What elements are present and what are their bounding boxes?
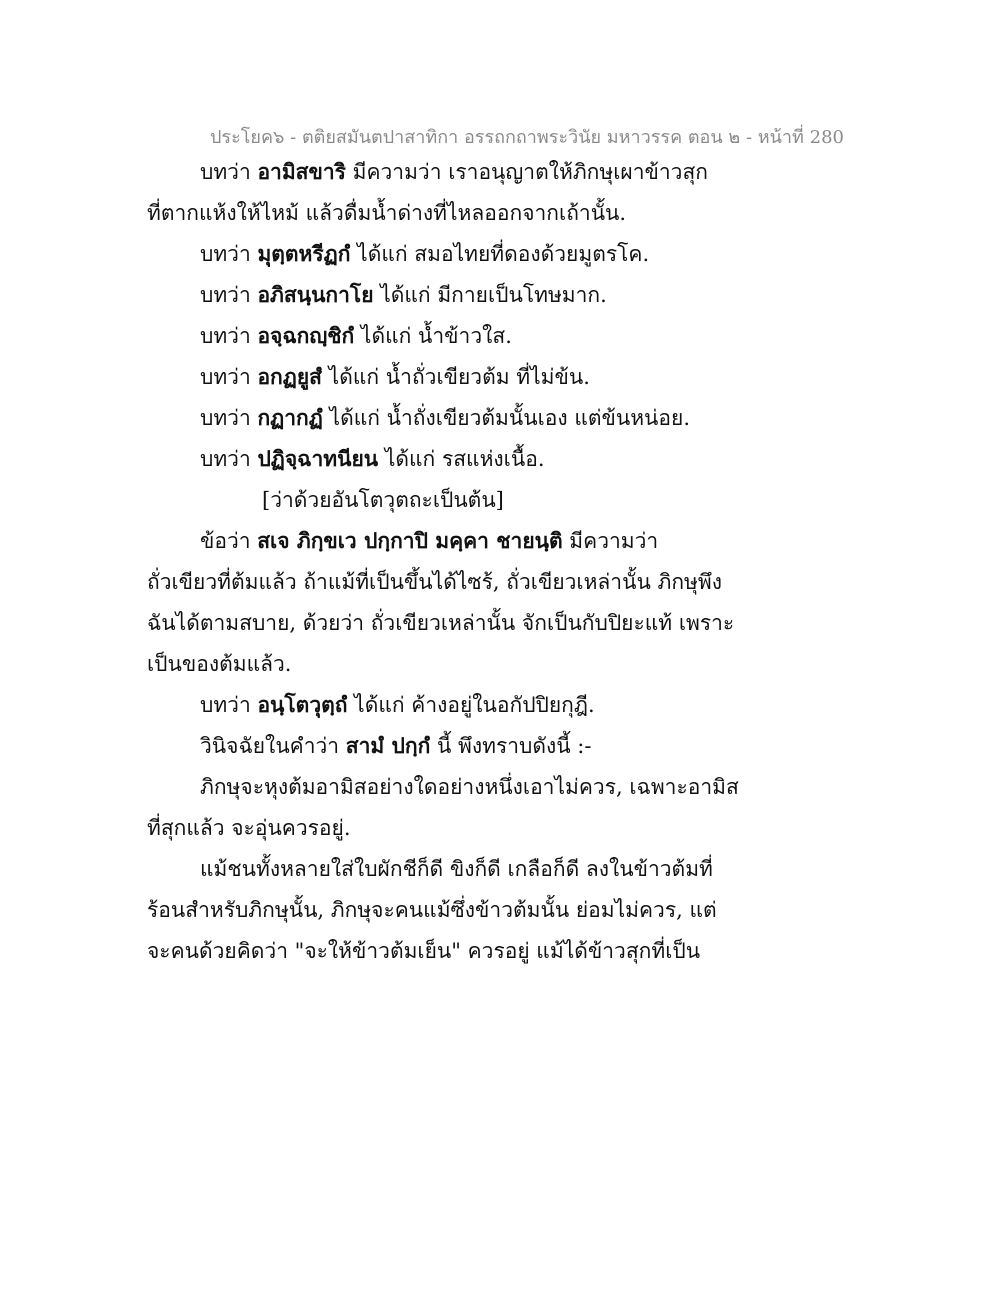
pali-term: สเจ ภิกฺขเว ปกฺกาปิ มคฺคา ชายนฺติ — [257, 528, 563, 553]
pali-term: อามิสขาริ — [257, 159, 346, 184]
pali-term: อกฏยูสํ — [257, 364, 322, 389]
text-line: บทว่า อนฺโตวุตฺถํ ได้แก่ ค้างอยู่ในอกัปปิยกุฎี. — [200, 692, 595, 717]
text-line: บทว่า อจฺฉกญฺชิกํ ได้แก่ น้ำข้าวใส. — [200, 323, 512, 348]
pali-term: ปฏิจฺฉาทนียน — [257, 446, 379, 471]
text-line: ที่ตากแห้งให้ไหม้ แล้วดื่มน้ำด่างที่ไหลออกจากเถ้านั้น. — [147, 201, 627, 225]
text-line: บทว่า ปฏิจฺฉาทนียน ได้แก่ รสแห่งเนื้อ. — [200, 446, 545, 471]
pali-term: อนฺโตวุตฺถํ — [257, 692, 348, 717]
text-line: ที่สุกแล้ว จะอุ่นควรอยู่. — [147, 816, 351, 840]
text-line: บทว่า มุตฺตหรีฏกํ ได้แก่ สมอไทยที่ดองด้วยมูตรโค. — [200, 241, 650, 266]
pali-term: อภิสนฺนกาโย — [257, 282, 374, 307]
pali-term: มุตฺตหรีฏกํ — [257, 241, 351, 266]
pali-term: กฏากฏํ — [257, 405, 323, 430]
text-line: บทว่า อามิสขาริ มีความว่า เราอนุญาตให้ภิกษุเผาข้าวสุก — [200, 159, 708, 184]
text-line: ข้อว่า สเจ ภิกฺขเว ปกฺกาปิ มคฺคา ชายนฺติ มีความว่า — [200, 528, 659, 553]
text-line: วินิจฉัยในคำว่า สามํ ปกฺกํ นี้ พึงทราบดังนี้ :- — [200, 733, 592, 758]
text-line: บทว่า อกฏยูสํ ได้แก่ น้ำถั่วเขียวต้ม ที่ไม่ข้น. — [200, 364, 590, 389]
pali-term: สามํ ปกฺกํ — [345, 733, 431, 758]
pali-term: อจฺฉกญฺชิกํ — [257, 323, 355, 348]
section-heading: [ว่าด้วยอันโตวุตถะเป็นต้น] — [262, 488, 504, 512]
text-line: ร้อนสำหรับภิกษุนั้น, ภิกษุจะคนแม้ซึ่งข้าวต้มนั้น ย่อมไม่ควร, แต่ — [147, 898, 717, 922]
text-line: จะคนด้วยคิดว่า "จะให้ข้าวต้มเย็น" ควรอยู่ แม้ได้ข้าวสุกที่เป็น — [147, 939, 701, 963]
page-header: ประโยค๖ - ตติยสมันตปาสาทิกา อรรถกถาพระวินัย มหาวรรค ตอน ๒ - หน้าที่ 280 — [210, 127, 844, 148]
text-line: แม้ชนทั้งหลายใส่ใบผักชีก็ดี ขิงก็ดี เกลือก็ดี ลงในข้าวต้มที่ — [200, 857, 713, 881]
text-line: บทว่า อภิสนฺนกาโย ได้แก่ มีกายเป็นโทษมาก. — [200, 282, 607, 307]
text-line: ถั่วเขียวที่ต้มแล้ว ถ้าแม้ที่เป็นขึ้นได้ไซร้, ถั่วเขียวเหล่านั้น ภิกษุพึง — [147, 570, 722, 594]
text-line: ภิกษุจะหุงต้มอามิสอย่างใดอย่างหนึ่งเอาไม่ควร, เฉพาะอามิส — [200, 775, 739, 799]
text-line: บทว่า กฏากฏํ ได้แก่ น้ำถั่งเขียวต้มนั้นเอง แต่ข้นหน่อย. — [200, 405, 690, 430]
text-line: เป็นของต้มแล้ว. — [147, 652, 292, 676]
text-line: ฉันได้ตามสบาย, ด้วยว่า ถั่วเขียวเหล่านั้น จักเป็นกับปิยะแท้ เพราะ — [147, 611, 735, 635]
